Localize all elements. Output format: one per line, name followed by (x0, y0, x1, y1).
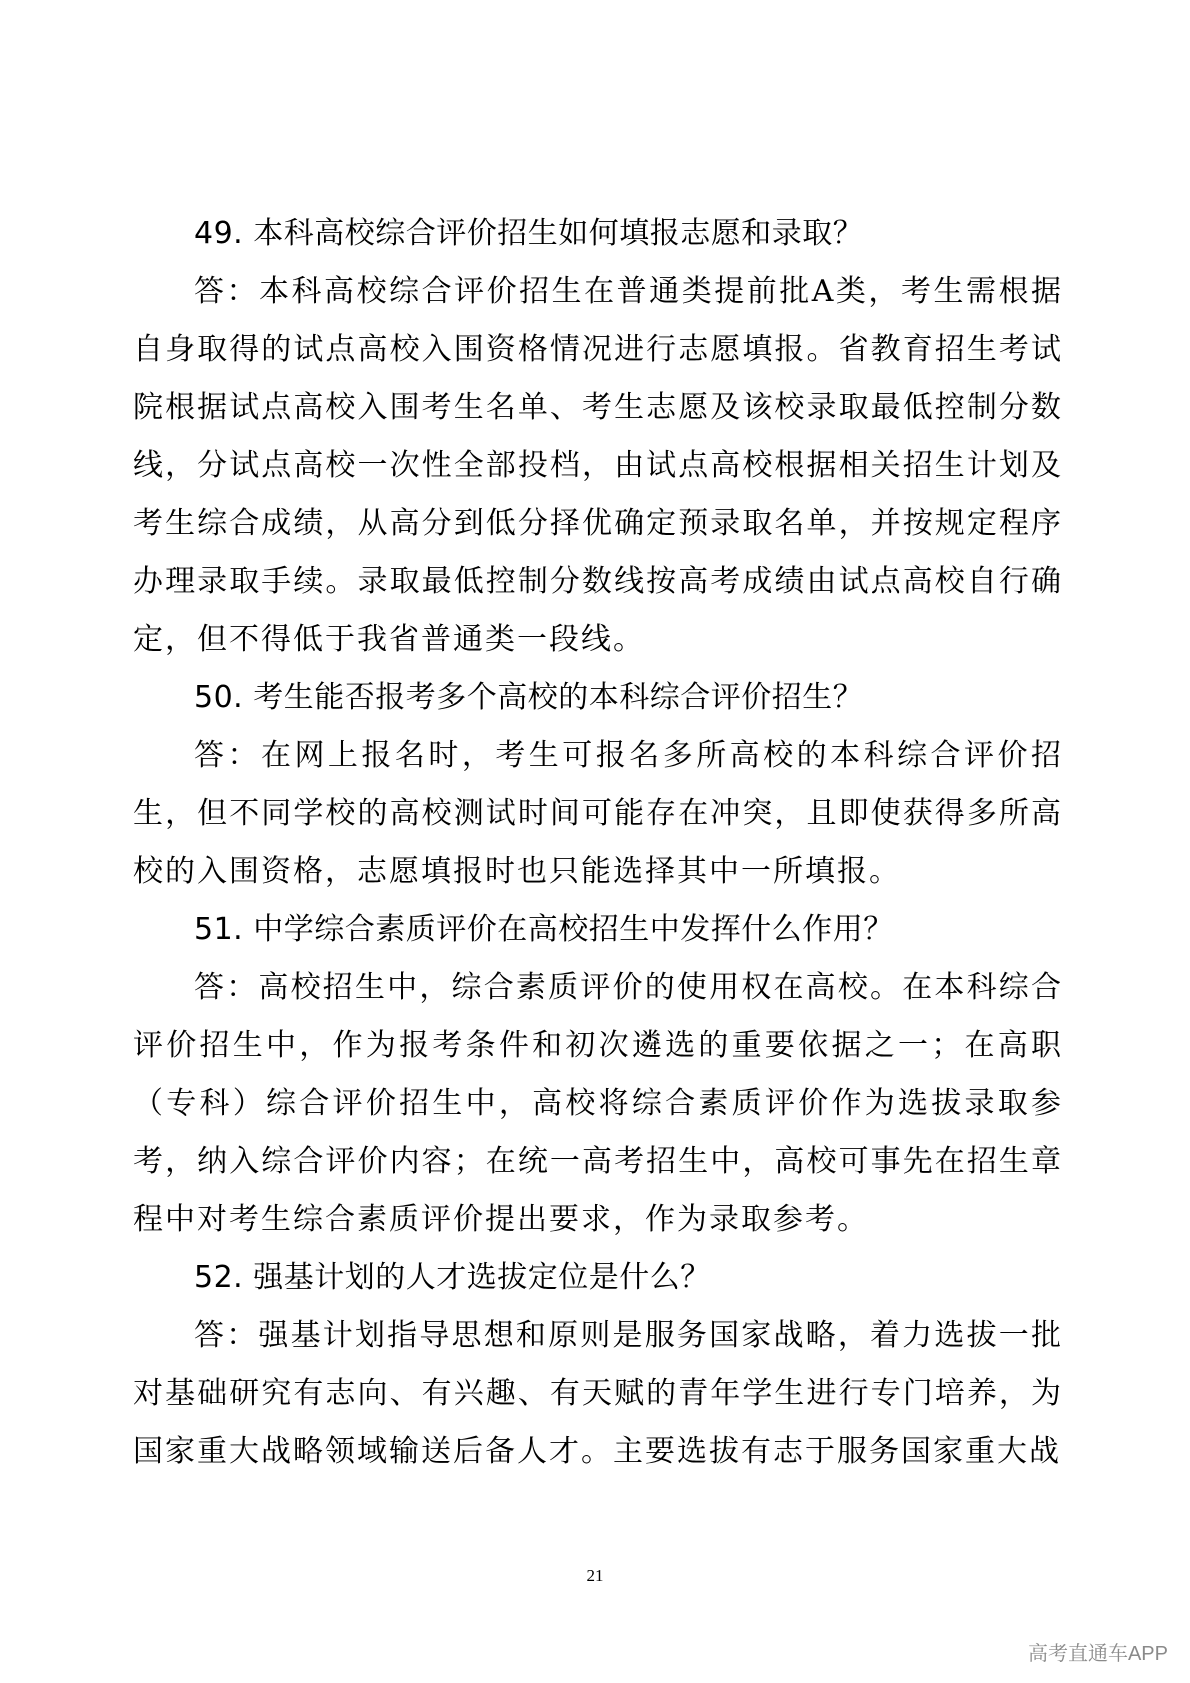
answer-52: 答：强基计划指导思想和原则是服务国家战略，着力选拔一批对基础研究有志向、有兴趣、有天赋的青年学生进行专门培养，为国家重大战略领域输送后备人才。主要选拔有志于服务国家重大战 (133, 1318, 1063, 1469)
answer-50: 答：在网上报名时，考生可报名多所高校的本科综合评价招生，但不同学校的高校测试时间可能存在冲突，且即使获得多所高校的入围资格，志愿填报时也只能选择其中一所填报。 (133, 738, 1063, 889)
watermark-logo-text: 高考直通车APP (1027, 1643, 1168, 1665)
document-body (133, 205, 1063, 1481)
page-number: 21 (586, 1566, 604, 1585)
question-49: 49. 本科高校综合评价招生如何填报志愿和录取？ (194, 216, 864, 251)
answer-51: 答：高校招生中，综合素质评价的使用权在高校。在本科综合评价招生中，作为报考条件和初次遴选的重要依据之一；在高职（专科）综合评价招生中，高校将综合素质评价作为选拔录取参考，纳入综合评价内容；在统一高考招生中，高校可事先在招生章程中对考生综合素质评价提出要求，作为录取参考。 (133, 970, 1063, 1237)
answer-49: 答：本科高校综合评价招生在普通类提前批A类，考生需根据自身取得的试点高校入围资格情况进行志愿填报。省教育招生考试院根据试点高校入围考生名单、考生志愿及该校录取最低控制分数线，分试点高校一次性全部投档，由试点高校根据相关招生计划及考生综合成绩，从高分到低分择优确定预录取名单，并按规定程序办理录取手续。录取最低控制分数线按高考成绩由试点高校自行确定，但不得低于我省普通类一段线。 (133, 274, 1063, 657)
question-51: 51. 中学综合素质评价在高校招生中发挥什么作用？ (194, 912, 894, 947)
question-50: 50. 考生能否报考多个高校的本科综合评价招生？ (194, 680, 864, 715)
question-52: 52. 强基计划的人才选拔定位是什么？ (194, 1260, 711, 1295)
